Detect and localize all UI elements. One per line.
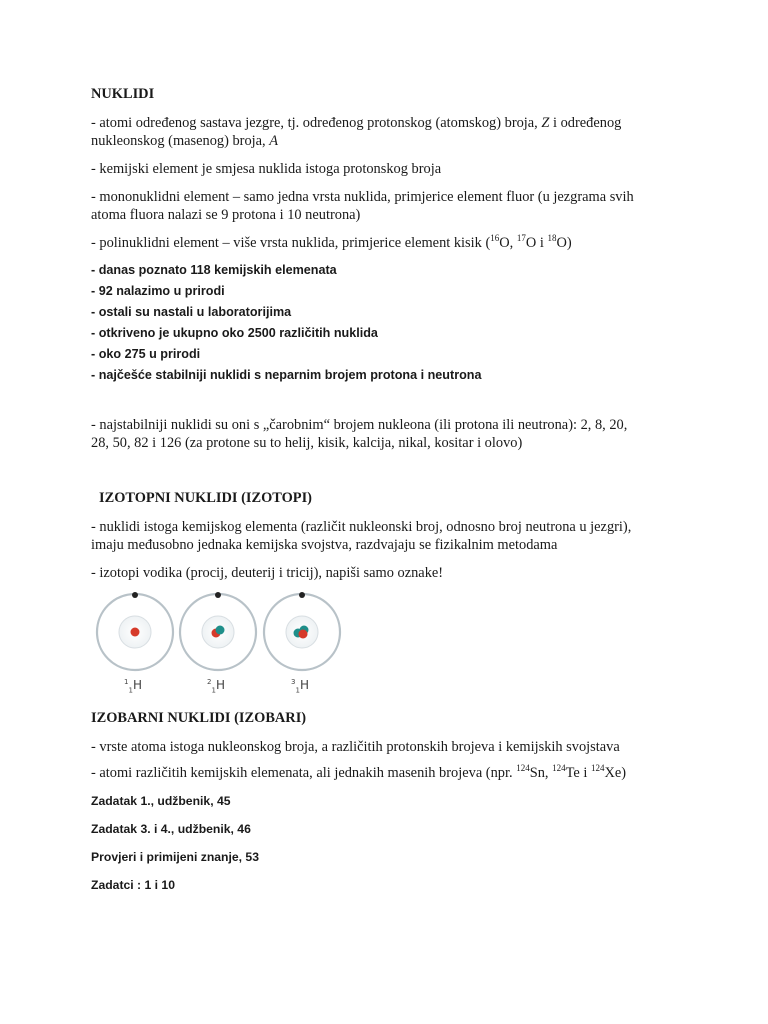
symbol-o2: O i: [525, 235, 548, 251]
electron-dot: [299, 592, 305, 598]
mass-18: 18: [547, 233, 557, 244]
fact-item: - oko 275 u prirodi: [91, 347, 201, 361]
var-z: Z: [541, 115, 550, 131]
element-symbol: H: [132, 678, 142, 692]
fact-item: - 92 nalazimo u prirodi: [91, 284, 225, 298]
hydrogen-isotopes-task: - izotopi vodika (procij, deuterij i tricij), napiši samo oznake!: [91, 565, 444, 581]
mass-124-sn: 124: [516, 763, 530, 774]
atomic-number: 1: [211, 686, 216, 695]
task-item: Zadatak 3. i 4., udžbenik, 46: [91, 822, 251, 836]
mass-number: 3: [291, 678, 296, 686]
fact-item: - najčešće stabilniji nuklidi s neparnim brojem protona i neutrona: [91, 368, 482, 382]
proton-dot: [131, 628, 140, 637]
polynuclidic-lead: - polinuklidni element – više vrsta nuklida, primjerice element kisik (: [91, 235, 491, 251]
isobars-example: [91, 764, 691, 782]
fact-item: - danas poznato 118 kemijskih elemenata: [91, 263, 337, 277]
polynuclidic-text: [91, 234, 691, 252]
section-title-nuklidi: NUKLIDI: [91, 86, 155, 102]
facts-list: [91, 260, 691, 386]
def-line2-text: nukleonskog (masenog) broja,: [91, 133, 270, 149]
magic-line2: 28, 50, 82 i 126 (za protone su to helij, kisik, kalcija, nikal, kositar i olovo): [91, 435, 523, 451]
deuterium-atom: [180, 592, 256, 670]
fact-item: - ostali su nastali u laboratorijima: [91, 305, 292, 319]
var-a: A: [269, 133, 279, 149]
mononuclidic-text: [91, 188, 691, 224]
mass-124-te: 124: [552, 763, 566, 774]
protium-atom: [97, 592, 173, 670]
def-line1-end: i određenog: [549, 115, 622, 131]
electron-dot: [215, 592, 221, 598]
isotope-label-3: [291, 678, 309, 695]
symbol-xe: Xe): [604, 765, 627, 781]
isobars-definition: - vrste atoma istoga nukleonskog broja, a različitih protonskih brojeva i kemijskih svojstava: [91, 739, 620, 755]
nuklidi-definition: [91, 114, 691, 150]
task-item: Zadatak 1., udžbenik, 45: [91, 794, 231, 808]
task-item: Zadatci : 1 i 10: [91, 878, 175, 892]
atomic-number: 1: [295, 686, 300, 695]
magic-line1: - najstabilniji nuklidi su oni s „čarobnim“ brojem nukleona (ili protona ili neutrona): 2, 8, 20,: [91, 417, 628, 433]
magic-numbers-text: [91, 416, 691, 452]
isotopes-definition: [91, 518, 691, 554]
isobars-example-lead: - atomi različitih kemijskih elemenata, ali jednakih masenih brojeva (npr.: [91, 765, 517, 781]
mass-number: 1: [124, 678, 129, 686]
mass-17: 17: [516, 233, 526, 244]
fact-item: - otkriveno je ukupno oko 2500 različitih nuklida: [91, 326, 378, 340]
isotopes-line2: imaju međusobno jednaka kemijska svojstva, razdvajaju se fizikalnim metodama: [91, 537, 558, 553]
mass-124-xe: 124: [590, 763, 605, 774]
atomic-number: 1: [128, 686, 133, 695]
symbol-te: Te i: [565, 765, 591, 781]
element-symbol: H: [215, 678, 225, 692]
section-title-izotopi: IZOTOPNI NUKLIDI (IZOTOPI): [99, 490, 312, 506]
task-item: Provjeri i primijeni znanje, 53: [91, 850, 259, 864]
mononuclidic-line2: atoma fluora nalazi se 9 protona i 10 neutrona): [91, 207, 361, 223]
isotopes-line1: - nuklidi istoga kemijskog elementa (različit nukleonski broj, odnosno broj neutrona u jezgri),: [91, 519, 632, 535]
symbol-o1: O,: [499, 235, 517, 251]
isotope-label-1: [124, 678, 142, 695]
hydrogen-isotopes-figure: [91, 590, 367, 702]
atom-models-svg: [91, 590, 367, 678]
symbol-sn: Sn,: [529, 765, 553, 781]
electron-dot: [132, 592, 138, 598]
mass-16: 16: [490, 233, 500, 244]
element-symbol: H: [299, 678, 309, 692]
mass-number: 2: [207, 678, 212, 686]
mononuclidic-line1: - mononuklidni element – samo jedna vrsta nuklida, primjerice element fluor (u jezgrama svih: [91, 189, 634, 205]
neutron-dot: [216, 626, 225, 635]
element-mixture-text: - kemijski element je smjesa nuklida istoga protonskog broja: [91, 161, 442, 177]
symbol-o3: O): [556, 235, 572, 251]
def-line1-text: - atomi određenog sastava jezgre, tj. određenog protonskog (atomskog) broja,: [91, 115, 542, 131]
isotope-label-2: [207, 678, 225, 695]
proton-dot: [299, 630, 308, 639]
section-title-izobari: IZOBARNI NUKLIDI (IZOBARI): [91, 710, 307, 726]
tritium-atom: [264, 592, 340, 670]
